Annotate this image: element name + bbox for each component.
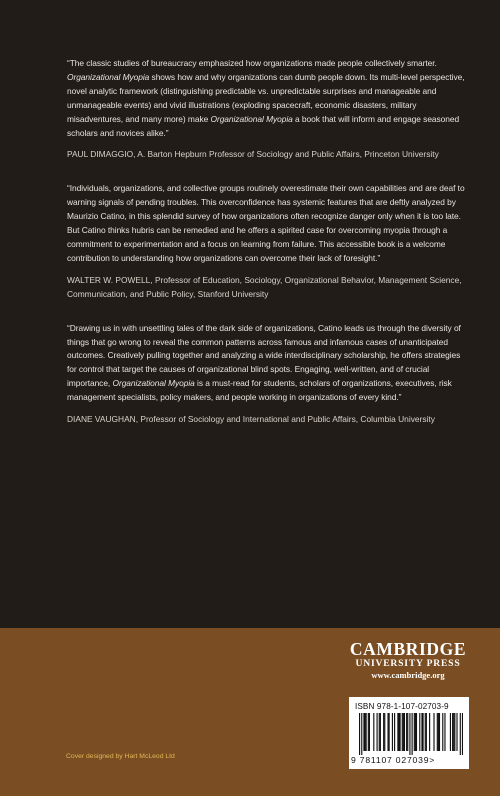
- barcode-bar: [394, 713, 395, 751]
- barcode-bar: [416, 713, 417, 751]
- barcode-bar: [421, 713, 422, 751]
- publisher-url: www.cambridge.org: [371, 670, 445, 680]
- barcode-bar: [387, 713, 388, 751]
- barcode-bar: [380, 713, 381, 751]
- barcode-bar: [364, 713, 365, 751]
- barcode-bar: [407, 713, 408, 751]
- barcode-bar: [392, 713, 393, 751]
- barcode-bar: [366, 713, 367, 751]
- publisher-subtitle: UNIVERSITY PRESS: [355, 658, 461, 669]
- barcode-bar: [460, 713, 461, 755]
- barcode-bar: [419, 713, 420, 751]
- barcode-bar: [437, 713, 438, 751]
- endorser-name-3: DIANE VAUGHAN,: [67, 414, 139, 425]
- barcode-bar: [363, 713, 364, 751]
- endorsement-quote-1: [67, 57, 465, 140]
- barcode-bar: [422, 713, 423, 751]
- endorsement-1: [67, 57, 465, 162]
- barcode-bar: [406, 713, 407, 751]
- endorser-name-1: PAUL DIMAGGIO,: [67, 149, 136, 160]
- ean-digits: [351, 755, 467, 765]
- endorsement-3: [67, 322, 465, 427]
- endorsement-quote-3: [67, 322, 465, 405]
- barcode-bar: [444, 713, 445, 751]
- barcode-bar: [425, 713, 426, 751]
- barcode-bar: [412, 713, 413, 755]
- barcode-bar: [379, 713, 380, 751]
- book-title-italic: Organizational Myopia: [67, 71, 150, 82]
- barcode-bar: [377, 713, 378, 751]
- barcode-bar: [433, 713, 434, 751]
- quote-text: “Individuals, organizations, and collective groups routinely overestimate their own capabilities and are deaf to warning signals of pending troubles. This overconfidence has systemic features that are deftly analyzed by Maurizio Catino, in this splendid survey of how organizations often recognize danger only when it is too late. But Catino thinks hubris can be remedied and he offers a spirited case for overcoming myopia through a commitment to experimentation and a focus on learning from failure. This accessible book is a welcome contribution to understanding how organizations can overcome their lack of foresight.”: [67, 183, 465, 263]
- publisher-name: CAMBRIDGE: [349, 639, 467, 659]
- barcode-bar: [359, 713, 360, 755]
- barcode-bar: [438, 713, 439, 751]
- barcode: [349, 697, 469, 769]
- barcode-bars: [359, 713, 463, 755]
- barcode-bar: [404, 713, 405, 751]
- quote-text: is a must-read for students, scholars of organizations, executives, risk management specialists, policy makers, and people working in organizations of every kind.”: [67, 378, 452, 403]
- barcode-bar: [402, 713, 403, 751]
- quote-text: “Drawing us in with unsettling tales of the dark side of organizations, Catino leads us through the diversity of things that go wrong to reveal the common patterns across famous and infamous cases of unanticipated outcomes. Creatively pulling together and analyzing a wide interdisciplinary scholarship, he offers strategies for control that target the causes of organizational blind spots. Engaging, well-written, and of crucial importance,: [67, 322, 461, 389]
- endorsement-quote-2: [67, 182, 465, 265]
- barcode-bar: [369, 713, 370, 751]
- barcode-bar: [456, 713, 457, 751]
- endorsements: [67, 57, 465, 447]
- barcode-bar: [452, 713, 453, 751]
- barcode-bar: [361, 713, 362, 755]
- book-title-italic: Organizational Myopia: [210, 113, 293, 124]
- barcode-bar: [429, 713, 430, 751]
- barcode-bar: [383, 713, 384, 751]
- barcode-bar: [409, 713, 410, 755]
- barcode-bar: [439, 713, 440, 751]
- isbn-label: ISBN 978-1-107-02703-9: [355, 702, 449, 711]
- barcode-bar: [415, 713, 416, 751]
- ean-number: 9 781107 027039: [351, 755, 430, 765]
- barcode-bar: [389, 713, 390, 751]
- quote-text: “The classic studies of bureaucracy emphasized how organizations made people collectively smarter.: [67, 58, 437, 68]
- publisher-logo: [347, 640, 469, 681]
- barcode-bar: [426, 713, 427, 751]
- barcode-bar: [400, 713, 401, 751]
- barcode-bar: [397, 713, 398, 751]
- endorsement-attribution-1: [67, 148, 465, 162]
- barcode-bar: [462, 713, 463, 755]
- barcode-bar: [450, 713, 451, 751]
- cover-credit: Cover designed by Hart McLeod Ltd: [66, 753, 175, 760]
- barcode-bar: [368, 713, 369, 751]
- barcode-bar: [453, 713, 454, 751]
- endorsement-attribution-3: [67, 413, 465, 427]
- book-title-italic: Organizational Myopia: [112, 378, 195, 389]
- endorser-name-2: WALTER W. POWELL,: [67, 274, 153, 285]
- barcode-bar: [398, 713, 399, 751]
- endorser-title-3: Professor of Sociology and International and Public Affairs, Columbia University: [138, 414, 435, 425]
- barcode-bar: [454, 713, 455, 751]
- endorser-title-2: Professor of Education, Sociology, Organizational Behavior, Management Science, Communication, and Public Policy, Stanford University: [67, 274, 462, 299]
- quote-text: a book that will inform and engage seasoned scholars and novices alike.”: [67, 113, 460, 138]
- quote-text: shows how and why organizations can dumb people down. Its multi-level perspective, novel analytic framework (distinguishing predictable vs. unpredictable surprises and manageable and unmanageable events) and vivid illustrations (exploding spacecraft, economic disasters, military misadventures, and many more) make: [67, 71, 465, 124]
- barcode-bar: [403, 713, 404, 751]
- barcode-bar: [442, 713, 443, 751]
- endorsement-attribution-2: [67, 274, 465, 302]
- endorser-title-1: A. Barton Hepburn Professor of Sociology and Public Affairs, Princeton University: [135, 149, 439, 160]
- barcode-bar: [373, 713, 374, 751]
- ean-quiet-mark: >: [429, 755, 436, 765]
- barcode-bar: [384, 713, 385, 751]
- barcode-bar: [414, 713, 415, 751]
- endorsement-2: [67, 182, 465, 301]
